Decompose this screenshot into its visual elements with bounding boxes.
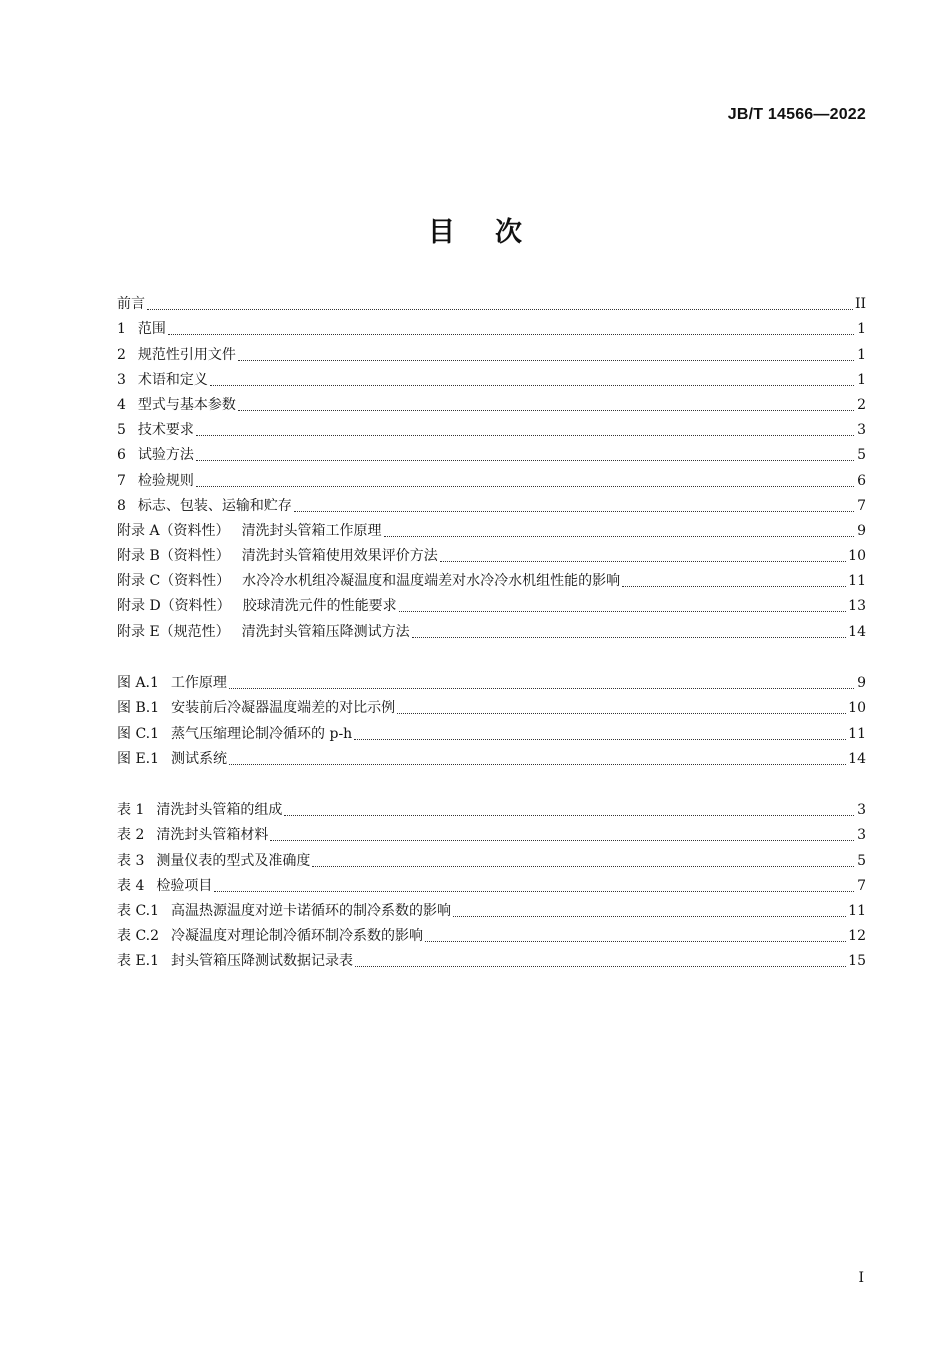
page-title: 目次: [428, 217, 562, 248]
toc-entry[interactable]: 5 技术要求 3: [117, 422, 866, 439]
toc-figure-entry[interactable]: 图 E.1 测试系统 14: [117, 750, 866, 767]
toc-table-entry[interactable]: 表 E.1 封头管箱压降测试数据记录表 15: [117, 953, 866, 970]
standard-number: JB/T 14566—2022: [727, 106, 866, 123]
toc-table-entry[interactable]: 表 C.1 高温热源温度对逆卡诺循环的制冷系数的影响 11: [117, 902, 866, 919]
toc-table-entry[interactable]: 表 3 测量仪表的型式及准确度 5: [117, 852, 866, 869]
toc-entry[interactable]: 3 术语和定义 1: [117, 371, 866, 388]
toc-figure-entry[interactable]: 图 C.1 蒸气压缩理论制冷循环的 p-h 11: [117, 725, 866, 742]
toc-tables: [117, 795, 866, 971]
toc-entry[interactable]: 附录 D（资料性） 胶球清洗元件的性能要求 13: [117, 598, 866, 615]
toc-entry[interactable]: 附录 C（资料性） 水冷冷水机组冷凝温度和温度端差对水冷冷水机组性能的影响 11: [117, 573, 866, 590]
toc-figures: [117, 668, 866, 769]
toc-sections: [117, 289, 866, 642]
toc-table-entry[interactable]: 表 2 清洗封头管箱材料 3: [117, 827, 866, 844]
toc-entry[interactable]: 7 检验规则 6: [117, 472, 866, 489]
toc-entry[interactable]: 前言 II: [117, 296, 866, 313]
toc-entry[interactable]: 6 试验方法 5: [117, 447, 866, 464]
toc-entry[interactable]: 1 范围 1: [117, 321, 866, 338]
toc-figure-entry[interactable]: 图 A.1 工作原理 9: [117, 675, 866, 692]
toc-entry[interactable]: 2 规范性引用文件 1: [117, 346, 866, 363]
page-number: I: [858, 1270, 864, 1286]
toc-table-entry[interactable]: 表 1 清洗封头管箱的组成 3: [117, 802, 866, 819]
toc-table-entry[interactable]: 表 4 检验项目 7: [117, 877, 866, 894]
toc-entry[interactable]: 附录 E（规范性） 清洗封头管箱压降测试方法 14: [117, 623, 866, 640]
toc-entry[interactable]: 附录 B（资料性） 清洗封头管箱使用效果评价方法 10: [117, 548, 866, 565]
toc-table-entry[interactable]: 表 C.2 冷凝温度对理论制冷循环制冷系数的影响 12: [117, 928, 866, 945]
toc-figure-entry[interactable]: 图 B.1 安装前后冷凝器温度端差的对比示例 10: [117, 700, 866, 717]
toc-entry[interactable]: 8 标志、包装、运输和贮存 7: [117, 497, 866, 514]
toc-entry[interactable]: 附录 A（资料性） 清洗封头管箱工作原理 9: [117, 522, 866, 539]
toc-entry[interactable]: 4 型式与基本参数 2: [117, 396, 866, 413]
